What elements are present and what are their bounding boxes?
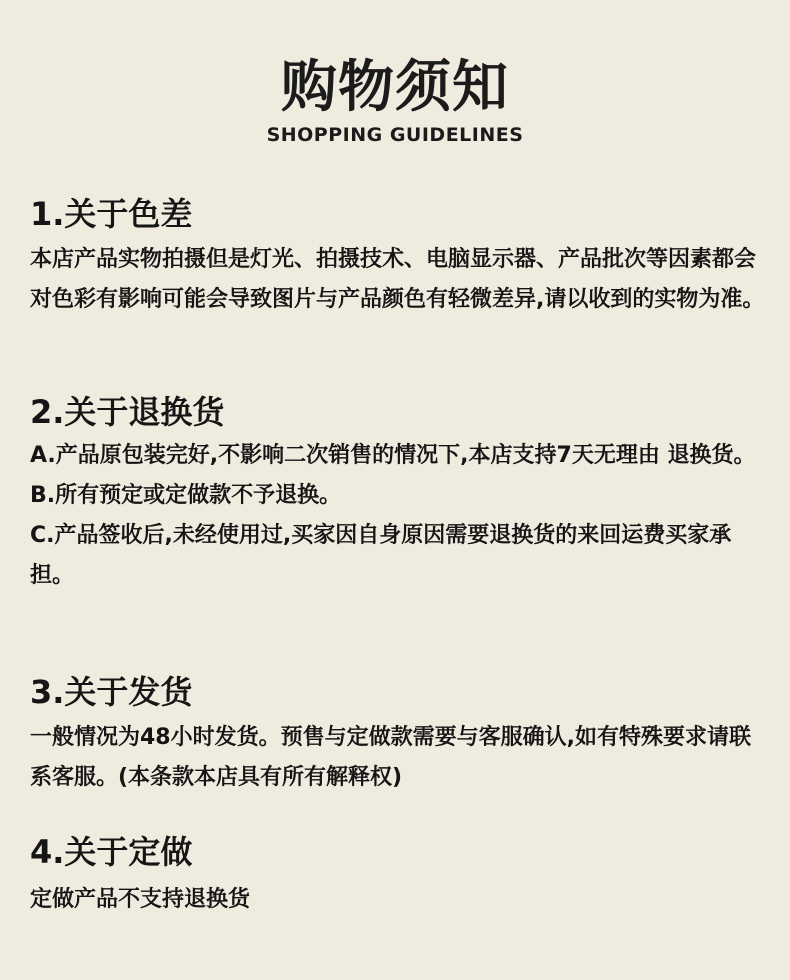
section-color-difference bbox=[30, 192, 770, 320]
section-shipping bbox=[30, 670, 770, 798]
section-paragraph: C.产品签收后,未经使用过,买家因自身原因需要退换货的来回运费买家承担。 bbox=[30, 523, 732, 588]
section-heading: 3.关于发货 bbox=[30, 673, 193, 711]
section-heading: 2.关于退换货 bbox=[30, 393, 225, 431]
section-heading: 4.关于定做 bbox=[30, 833, 193, 871]
section-paragraph: A.产品原包装完好,不影响二次销售的情况下,本店支持7天无理由 退换货。 bbox=[30, 443, 756, 468]
section-paragraph: 一般情况为48小时发货。预售与定做款需要与客服确认,如有特殊要求请联系客服。(本条款本店具有所有解释权) bbox=[30, 725, 751, 790]
section-heading: 1.关于色差 bbox=[30, 195, 193, 233]
section-returns bbox=[30, 390, 770, 596]
page-title: 购物须知 bbox=[281, 55, 509, 120]
section-custom-orders bbox=[30, 830, 770, 920]
section-paragraph: B.所有预定或定做款不予退换。 bbox=[30, 483, 342, 508]
section-paragraph: 定做产品不支持退换货 bbox=[30, 887, 251, 912]
section-paragraph: 本店产品实物拍摄但是灯光、拍摄技术、电脑显示器、产品批次等因素都会对色彩有影响可能会导致图片与产品颜色有轻微差异,请以收到的实物为准。 bbox=[30, 247, 765, 312]
page-subtitle: SHOPPING GUIDELINES bbox=[266, 124, 524, 146]
